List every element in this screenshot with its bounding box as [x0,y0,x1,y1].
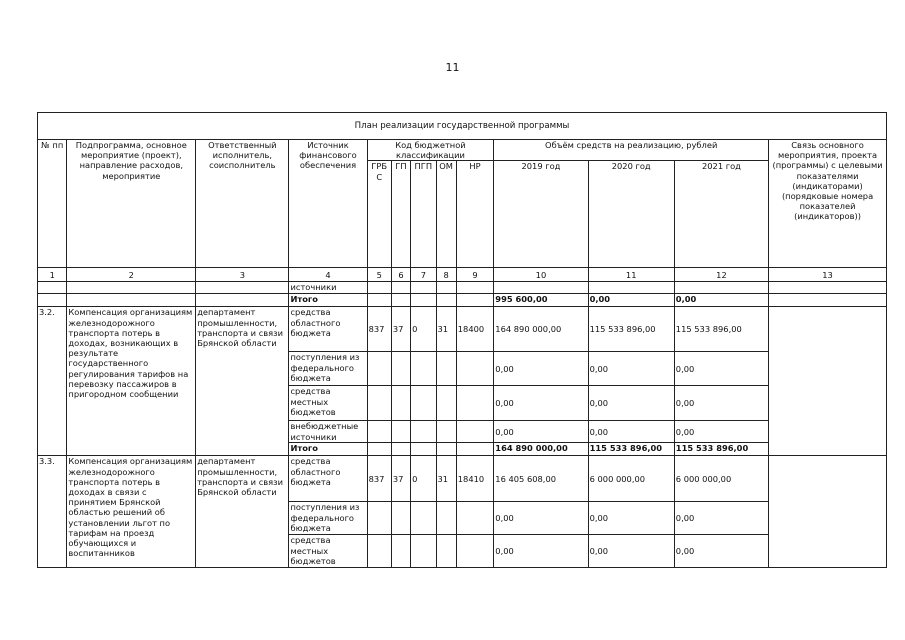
header-pgp: ПГП [411,161,436,268]
header-funds: Объём средств на реализацию, рублей [494,140,769,161]
row-number: 3.2. [38,307,67,456]
total-2021: 0,00 [674,294,768,307]
col-number: 9 [456,268,494,282]
total-label: Итого [289,294,367,307]
plan-title: План реализации государственной программы [38,113,887,140]
total-2019: 995 600,00 [494,294,588,307]
table-row [38,294,887,307]
source-cell: поступления из федерального бюджета [289,502,367,535]
col-number: 4 [289,268,367,282]
executor-cell: департамент промышленности, транспорта и связи Брянской области [196,456,289,568]
program-cell: Компенсация организациям железнодорожного транспорта потерь в доходах, возникающих в результате государственного регулирования тарифов на перевозку пассажиров в пригородном сообщении [67,307,196,456]
header-om: ОМ [436,161,456,268]
col-number: 10 [494,268,588,282]
col-number: 3 [196,268,289,282]
source-cell: средства местных бюджетов [289,535,367,568]
source-cell: средства областного бюджета [289,456,367,502]
total-2021: 115 533 896,00 [674,443,768,456]
col-number: 1 [38,268,67,282]
header-link: Связь основного мероприятия, проекта (программы) с целевыми показателями (индикаторами) (порядковые номера показателей (индикаторов)) [769,140,887,268]
table-row: поступления из федерального бюджета 0,00 0,00 0,00 [38,352,887,386]
header-budget-code: Код бюджетной классификации [367,140,494,161]
program-cell: Компенсация организациям железнодорожного транспорта потерь в доходах в связи с принятием Брянской областью решений об установлении льгот по тарифам на проезд обучающихся и воспитанников [67,456,196,568]
header-2019: 2019 год [494,161,588,268]
source-cell: поступления из федерального бюджета [289,352,367,386]
col-number: 11 [588,268,674,282]
source-cell: средства областного бюджета [289,307,367,352]
col-number: 8 [436,268,456,282]
source-cell: средства местных бюджетов [289,386,367,421]
total-2020: 0,00 [588,294,674,307]
col-number: 2 [67,268,196,282]
header-2021: 2021 год [674,161,768,268]
table-row: внебюджетные источники 0,00 0,00 0,00 [38,421,887,443]
col-number: 6 [391,268,410,282]
source-cell: внебюджетные источники [289,421,367,443]
total-2020: 115 533 896,00 [588,443,674,456]
table-row: средства местных бюджетов 0,00 0,00 0,00 [38,535,887,568]
header-program: Подпрограмма, основное мероприятие (проект), направление расходов, мероприятие [67,140,196,268]
plan-table [37,112,887,568]
header-executor: Ответственный исполнитель, соисполнитель [196,140,289,268]
total-2019: 164 890 000,00 [494,443,588,456]
table-row [38,282,887,294]
table-row: поступления из федерального бюджета 0,00 0,00 0,00 [38,502,887,535]
table-row: 3.2. Компенсация организациям железнодорожного транспорта потерь в доходах, возникающих в результате государственного регулирования тарифов на перевозку пассажиров в пригородном сообщении департамент промышленности, транспорта и связи Брянской области средства областного бюджета 837 37 0 31 18400 164 890 000,00 115 533 896,00 115 533 896,00 [38,307,887,352]
col-number: 13 [769,268,887,282]
header-num: № пп [38,140,67,268]
table-row: средства местных бюджетов 0,00 0,00 0,00 [38,386,887,421]
executor-cell: департамент промышленности, транспорта и связи Брянской области [196,307,289,456]
row-number: 3.3. [38,456,67,568]
header-grbs: ГРБС [367,161,391,268]
table-row: 3.3. Компенсация организациям железнодорожного транспорта потерь в доходах в связи с принятием Брянской областью решений об установлении льгот по тарифам на проезд обучающихся и воспитанников департамент промышленности, транспорта и связи Брянской области средства областного бюджета 837 37 0 31 18410 16 405 608,00 6 000 000,00 6 000 000,00 [38,456,887,502]
total-label: Итого [289,443,367,456]
column-numbers-row [38,268,887,282]
col-number: 7 [411,268,436,282]
col-number: 12 [674,268,768,282]
header-source: Источник финансового обеспечения [289,140,367,268]
col-number: 5 [367,268,391,282]
header-2020: 2020 год [588,161,674,268]
source-cell: источники [289,282,367,294]
header-nr: НР [456,161,494,268]
page-number: 11 [445,61,460,74]
header-gp: ГП [391,161,410,268]
